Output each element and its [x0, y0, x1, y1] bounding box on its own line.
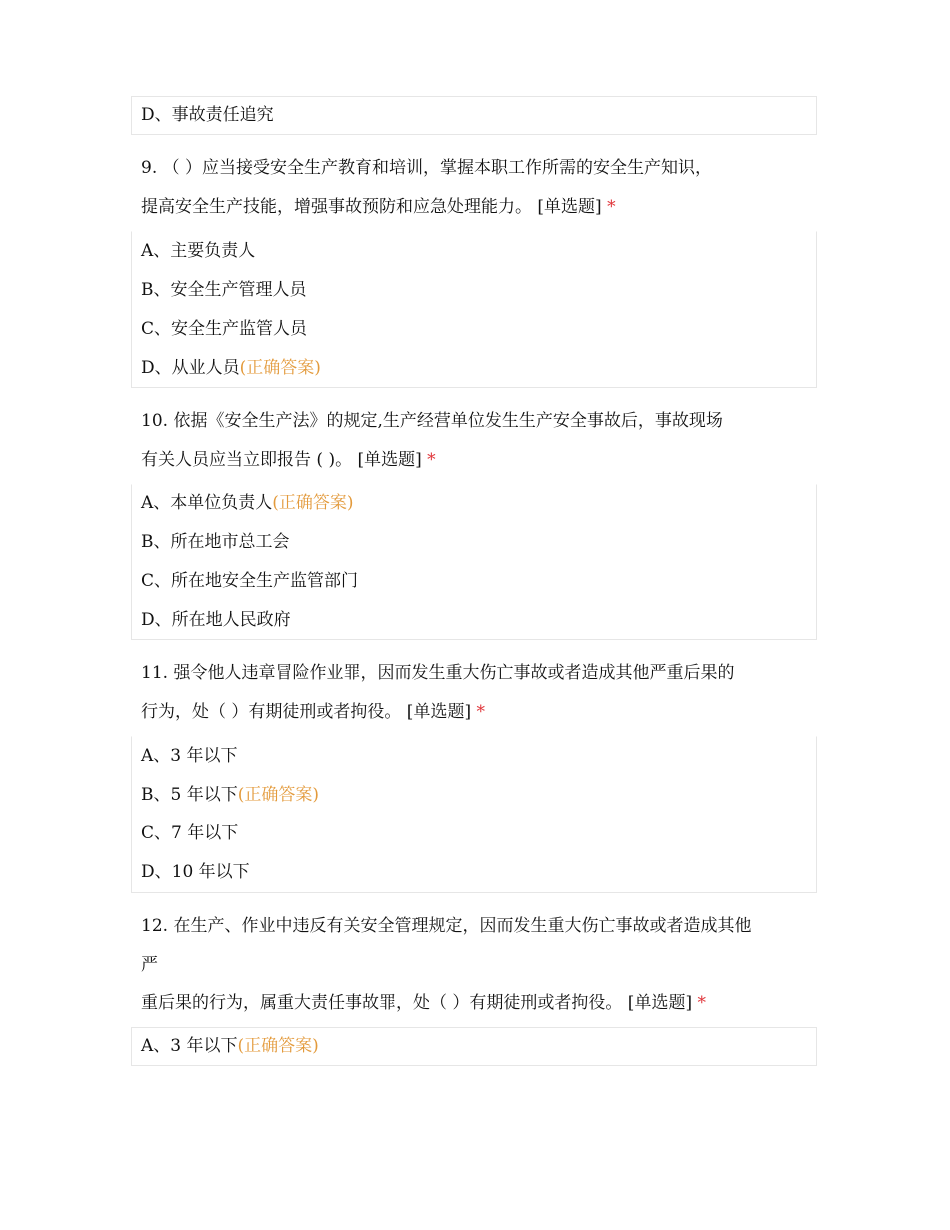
question-10-text-line2 [141, 449, 436, 471]
option-text: A、3 年以下 [141, 746, 238, 766]
correct-answer-label: (正确答案) [237, 785, 319, 805]
question-10-option-d[interactable] [141, 609, 291, 631]
required-marker: * [697, 993, 706, 1013]
option-text: C、7 年以下 [141, 823, 239, 843]
question-9-option-b[interactable] [141, 279, 307, 301]
question-9-option-d[interactable] [141, 357, 321, 379]
correct-answer-label: (正确答案) [272, 493, 354, 513]
option-text: A、主要负责人 [141, 241, 256, 261]
option-text: C、所在地安全生产监管部门 [141, 571, 359, 591]
question-11-option-a[interactable] [141, 745, 238, 767]
question-11-option-b[interactable] [141, 784, 319, 806]
question-12-text: 重后果的行为，属重大责任事故罪，处（ ）有期徒刑或者拘役。 [单选题] [141, 993, 693, 1013]
question-9-option-a[interactable] [141, 240, 255, 262]
question-10-text-line1: 10. 依据《安全生产法》的规定,生产经营单位发生生产安全事故后，事故现场 [141, 411, 723, 431]
option-text: B、安全生产管理人员 [141, 280, 307, 300]
question-11-option-d[interactable] [141, 861, 250, 883]
option-text: B、5 年以下 [141, 785, 238, 805]
question-11-text: 行为，处（ ）有期徒刑或者拘役。 [单选题] [141, 702, 472, 722]
required-marker: * [607, 197, 616, 217]
question-9-text-line1: 9. （ ）应当接受安全生产教育和培训，掌握本职工作所需的安全生产知识， [141, 158, 713, 178]
question-12-text-line1b: 严 [141, 955, 158, 975]
option-text: D、从业人员 [141, 358, 240, 378]
option-text: C、安全生产监管人员 [141, 319, 308, 339]
correct-answer-label: (正确答案) [239, 358, 321, 378]
question-11-text-line1: 11. 强令他人违章冒险作业罪，因而发生重大伤亡事故或者造成其他严重后果的 [141, 663, 735, 683]
required-marker: * [476, 702, 485, 722]
option-text: A、本单位负责人 [141, 493, 273, 513]
question-10-option-b[interactable] [141, 531, 290, 553]
option-text: B、所在地市总工会 [141, 532, 290, 552]
correct-answer-label: (正确答案) [237, 1036, 319, 1056]
question-10-text: 有关人员应当立即报告 ( )。 [单选题] [141, 450, 422, 470]
option-text: D、10 年以下 [141, 862, 250, 882]
question-11-option-c[interactable] [141, 822, 238, 844]
question-9-text: 提高安全生产技能，增强事故预防和应急处理能力。 [单选题] [141, 197, 602, 217]
question-9-text-line2 [141, 196, 616, 218]
question-9-option-c[interactable] [141, 318, 307, 340]
question-11-text-line2 [141, 701, 485, 723]
option-text: A、3 年以下 [141, 1036, 238, 1056]
option-text: D、所在地人民政府 [141, 610, 291, 630]
option-prev-d[interactable] [141, 104, 274, 126]
question-10-option-a[interactable] [141, 492, 354, 514]
question-10-option-c[interactable] [141, 570, 358, 592]
question-12-text-line2 [141, 992, 706, 1014]
required-marker: * [427, 450, 436, 470]
question-12-option-a[interactable] [141, 1035, 319, 1057]
question-12-text-line1: 12. 在生产、作业中违反有关安全管理规定，因而发生重大伤亡事故或者造成其他 [141, 916, 752, 936]
option-text: D、事故责任追究 [141, 105, 274, 125]
